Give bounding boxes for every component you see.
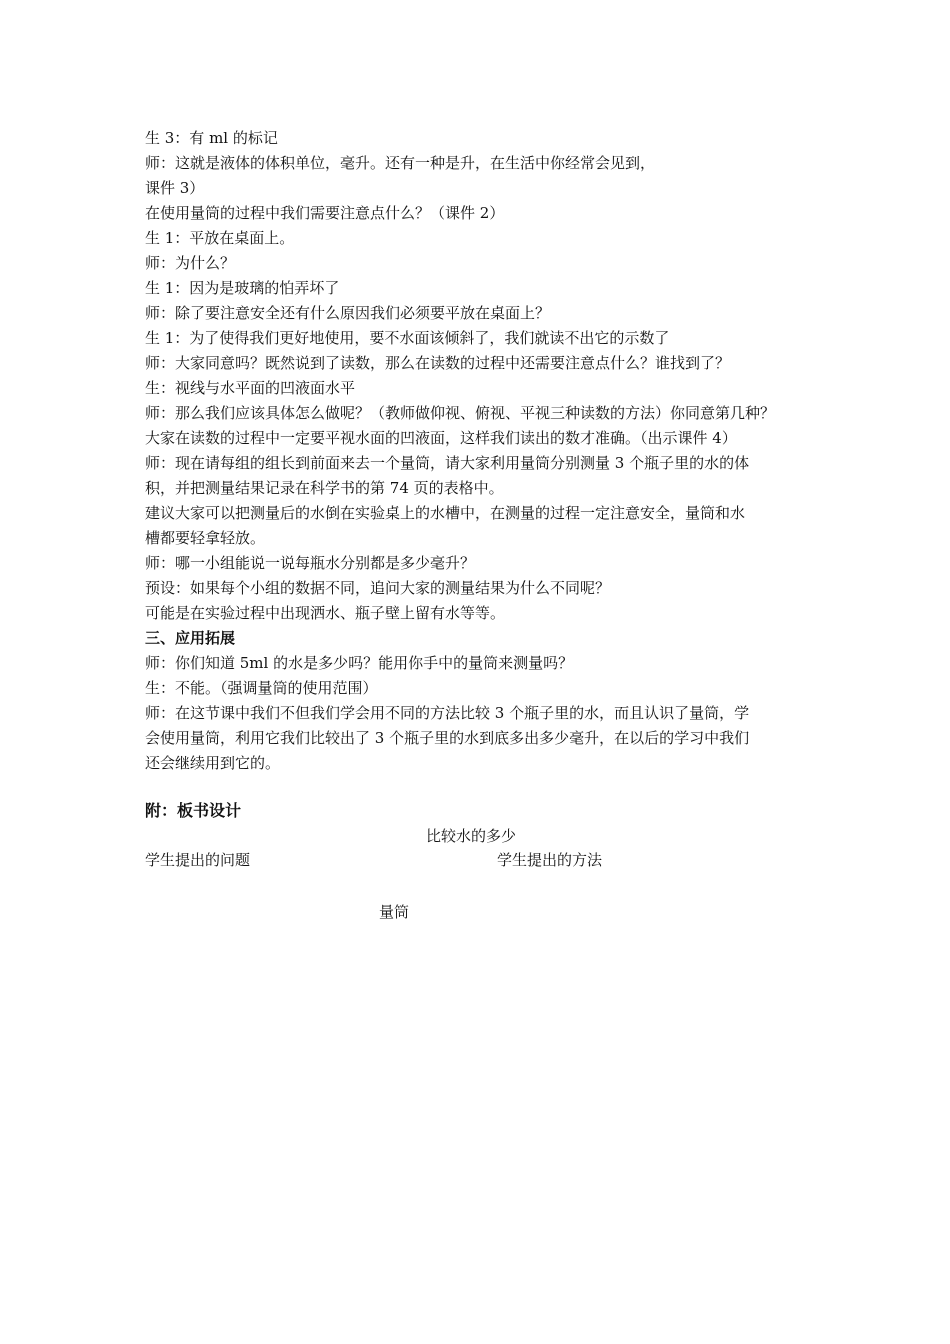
text-line: 生：不能。（强调量筒的使用范围） <box>145 679 378 697</box>
text-line: 建议大家可以把测量后的水倒在实验桌上的水槽中，在测量的过程一定注意安全，量筒和水 <box>145 504 746 522</box>
text-line: 生 1：为了使得我们更好地使用，要不水面该倾斜了，我们就读不出它的示数了 <box>145 329 670 347</box>
board-left-label: 学生提出的问题 <box>145 851 251 869</box>
text-line: 预设：如果每个小组的数据不同，追问大家的测量结果为什么不同呢？ <box>145 579 611 597</box>
text-line: 在使用量筒的过程中我们需要注意点什么？（课件 2） <box>145 204 505 222</box>
text-line: 师：大家同意吗？既然说到了读数，那么在读数的过程中还需要注意点什么？谁找到了？ <box>145 354 731 372</box>
board-center-label: 量筒 <box>379 903 410 921</box>
board-right-label: 学生提出的方法 <box>497 851 603 869</box>
text-line: 还会继续用到它的。 <box>145 754 281 772</box>
text-line: 会使用量筒，利用它我们比较出了 3 个瓶子里的水到底多出多少毫升，在以后的学习中我们 <box>145 729 750 747</box>
text-line: 生 1：因为是玻璃的怕弄坏了 <box>145 279 340 297</box>
text-line: 师：哪一小组能说一说每瓶水分别都是多少毫升？ <box>145 554 476 572</box>
text-line: 积，并把测量结果记录在科学书的第 74 页的表格中。 <box>145 479 504 497</box>
text-line: 可能是在实验过程中出现洒水、瓶子壁上留有水等等。 <box>145 604 506 622</box>
appendix-heading: 附：板书设计 <box>145 801 242 820</box>
text-line: 大家在读数的过程中一定要平视水面的凹液面，这样我们读出的数才准确。（出示课件 4） <box>145 429 737 447</box>
text-line: 师：为什么？ <box>145 254 236 272</box>
text-line: 师：你们知道 5ml 的水是多少吗？能用你手中的量筒来测量吗？ <box>145 654 574 672</box>
text-line: 生 1：平放在桌面上。 <box>145 229 295 247</box>
board-title: 比较水的多少 <box>426 827 517 845</box>
text-line: 师：那么我们应该具体怎么做呢？（教师做仰视、俯视、平视三种读数的方法）你同意第几种？ <box>145 404 776 422</box>
text-line: 生：视线与水平面的凹液面水平 <box>145 379 356 397</box>
text-line: 生 3：有 ml 的标记 <box>145 129 278 147</box>
text-line: 师：现在请每组的组长到前面来去一个量筒，请大家利用量筒分别测量 3 个瓶子里的水的体 <box>145 454 750 472</box>
text-line: 师：这就是液体的体积单位，毫升。还有一种是升，在生活中你经常会见到， <box>145 154 656 172</box>
text-line: 槽都要轻拿轻放。 <box>145 529 266 547</box>
text-line: 师：在这节课中我们不但我们学会用不同的方法比较 3 个瓶子里的水，而且认识了量筒，学 <box>145 704 750 722</box>
text-line: 师：除了要注意安全还有什么原因我们必须要平放在桌面上？ <box>145 304 551 322</box>
text-line: 课件 3） <box>145 179 205 197</box>
section-heading-application: 三、应用拓展 <box>145 629 236 647</box>
